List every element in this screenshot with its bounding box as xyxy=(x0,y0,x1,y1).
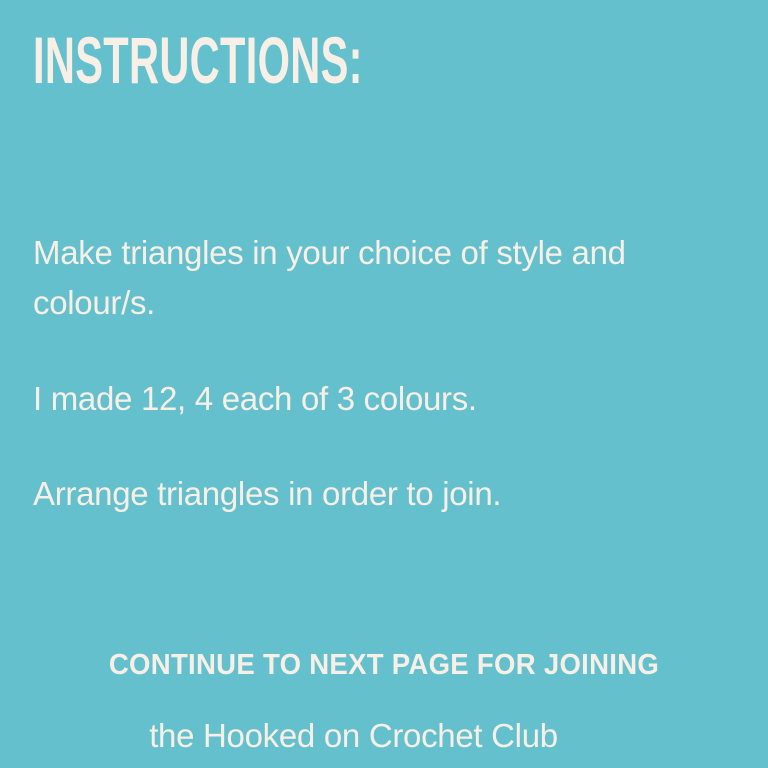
page-title: INSTRUCTIONS: xyxy=(33,23,363,97)
instruction-step-1: Make triangles in your choice of style and colour/s. xyxy=(33,234,626,321)
continue-note: CONTINUE TO NEXT PAGE FOR JOINING xyxy=(108,649,660,681)
brand-name: the Hooked on Crochet Club xyxy=(149,717,558,754)
instruction-step-2: I made 12, 4 each of 3 colours. xyxy=(33,380,477,417)
instruction-step-3: Arrange triangles in order to join. xyxy=(33,475,502,512)
